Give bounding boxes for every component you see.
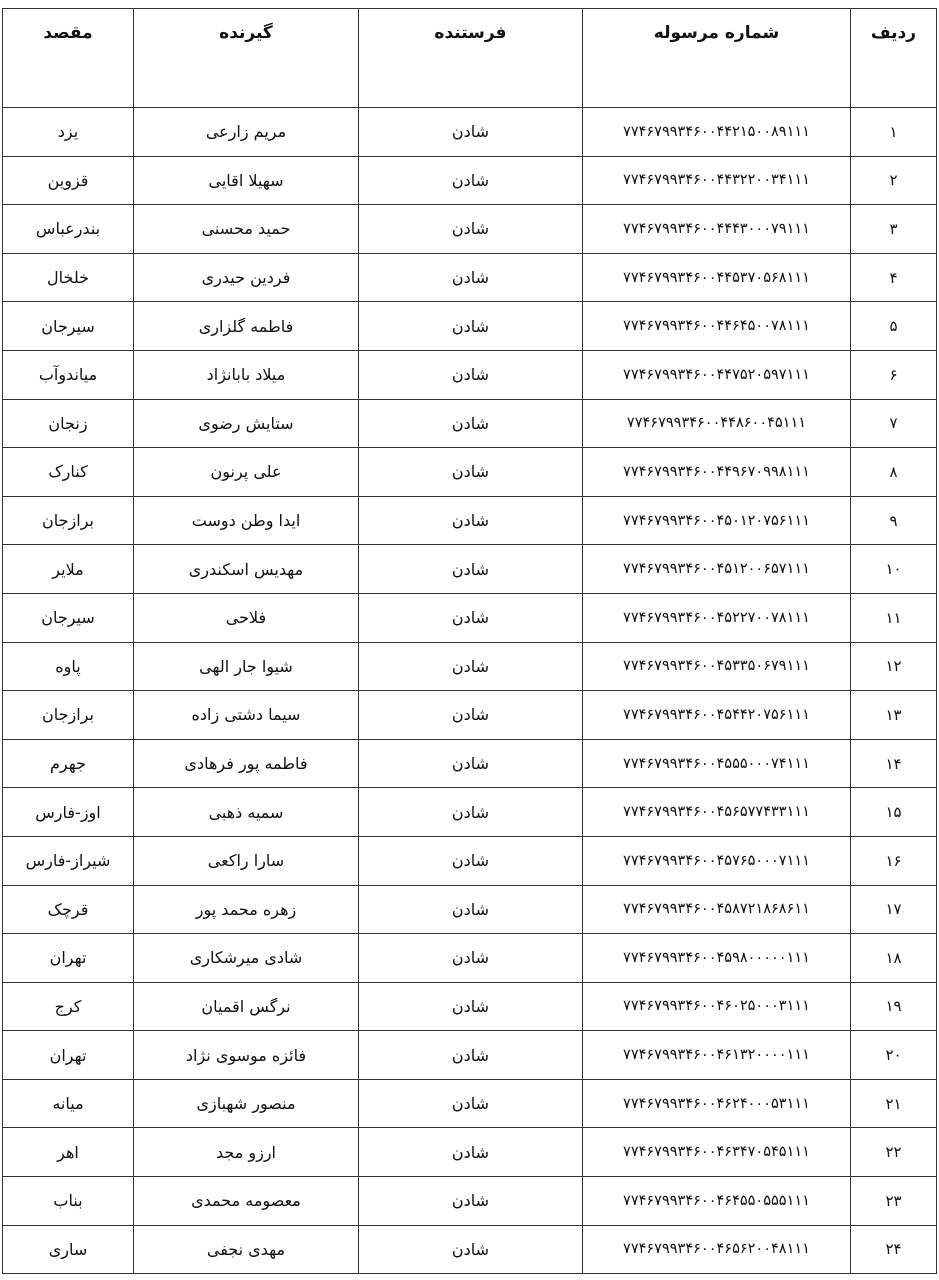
- row-number-cell: ۱۹: [851, 982, 937, 1031]
- destination-cell: میاندوآب: [3, 350, 134, 399]
- recipient-cell: شادی میرشکاری: [134, 934, 359, 983]
- destination-cell: اهر: [3, 1128, 134, 1177]
- row-number-cell: ۹: [851, 496, 937, 545]
- recipient-cell: علی پرنون: [134, 448, 359, 497]
- table-row: [3, 1177, 937, 1226]
- table-row: [3, 1079, 937, 1128]
- tracking-number-cell: ۷۷۴۶۷۹۹۳۴۶۰۰۴۵۱۲۰۰۶۵۷۱۱۱: [583, 545, 851, 594]
- recipient-cell: فائزه موسوی نژاد: [134, 1031, 359, 1080]
- tracking-number-cell: ۷۷۴۶۷۹۹۳۴۶۰۰۴۵۳۳۵۰۶۷۹۱۱۱: [583, 642, 851, 691]
- header-recipient: گیرنده: [134, 9, 359, 108]
- row-number-cell: ۱۳: [851, 691, 937, 740]
- destination-cell: قزوین: [3, 156, 134, 205]
- tracking-number-cell: ۷۷۴۶۷۹۹۳۴۶۰۰۴۵۶۵۷۷۴۳۳۱۱۱: [583, 788, 851, 837]
- tracking-number-cell: ۷۷۴۶۷۹۹۳۴۶۰۰۴۴۹۶۷۰۹۹۸۱۱۱: [583, 448, 851, 497]
- sender-cell: شادن: [359, 156, 583, 205]
- sender-cell: شادن: [359, 934, 583, 983]
- row-number-cell: ۱۰: [851, 545, 937, 594]
- table-row: [3, 302, 937, 351]
- destination-cell: تهران: [3, 1031, 134, 1080]
- destination-cell: یزد: [3, 108, 134, 157]
- tracking-number-cell: ۷۷۴۶۷۹۹۳۴۶۰۰۴۴۵۳۷۰۵۶۸۱۱۱: [583, 253, 851, 302]
- row-number-cell: ۲: [851, 156, 937, 205]
- destination-cell: جهرم: [3, 739, 134, 788]
- destination-cell: کرج: [3, 982, 134, 1031]
- tracking-number-cell: ۷۷۴۶۷۹۹۳۴۶۰۰۴۶۲۴۰۰۰۵۳۱۱۱: [583, 1079, 851, 1128]
- destination-cell: ملایر: [3, 545, 134, 594]
- table-row: [3, 691, 937, 740]
- destination-cell: برازجان: [3, 691, 134, 740]
- destination-cell: بناب: [3, 1177, 134, 1226]
- recipient-cell: سیما دشتی زاده: [134, 691, 359, 740]
- tracking-number-cell: ۷۷۴۶۷۹۹۳۴۶۰۰۴۵۲۲۷۰۰۷۸۱۱۱: [583, 593, 851, 642]
- tracking-number-cell: ۷۷۴۶۷۹۹۳۴۶۰۰۴۴۶۴۵۰۰۷۸۱۱۱: [583, 302, 851, 351]
- tracking-number-cell: ۷۷۴۶۷۹۹۳۴۶۰۰۴۶۰۲۵۰۰۰۳۱۱۱: [583, 982, 851, 1031]
- sender-cell: شادن: [359, 496, 583, 545]
- sender-cell: شادن: [359, 302, 583, 351]
- row-number-cell: ۱۲: [851, 642, 937, 691]
- destination-cell: زنجان: [3, 399, 134, 448]
- row-number-cell: ۸: [851, 448, 937, 497]
- shipment-table: [2, 8, 937, 1274]
- table-row: [3, 448, 937, 497]
- sender-cell: شادن: [359, 739, 583, 788]
- tracking-number-cell: ۷۷۴۶۷۹۹۳۴۶۰۰۴۵۵۵۰۰۰۷۴۱۱۱: [583, 739, 851, 788]
- table-row: [3, 836, 937, 885]
- destination-cell: تهران: [3, 934, 134, 983]
- row-number-cell: ۲۰: [851, 1031, 937, 1080]
- tracking-number-cell: ۷۷۴۶۷۹۹۳۴۶۰۰۴۴۳۲۲۰۰۳۴۱۱۱: [583, 156, 851, 205]
- sender-cell: شادن: [359, 253, 583, 302]
- table-row: [3, 399, 937, 448]
- tracking-number-cell: ۷۷۴۶۷۹۹۳۴۶۰۰۴۴۸۶۰۰۴۵۱۱۱: [583, 399, 851, 448]
- row-number-cell: ۷: [851, 399, 937, 448]
- sender-cell: شادن: [359, 448, 583, 497]
- header-destination: مقصد: [3, 9, 134, 108]
- sender-cell: شادن: [359, 836, 583, 885]
- tracking-number-cell: ۷۷۴۶۷۹۹۳۴۶۰۰۴۵۸۷۲۱۸۶۸۶۱۱: [583, 885, 851, 934]
- tracking-number-cell: ۷۷۴۶۷۹۹۳۴۶۰۰۴۶۴۵۵۰۵۵۵۱۱۱: [583, 1177, 851, 1226]
- recipient-cell: سهیلا اقایی: [134, 156, 359, 205]
- table-row: [3, 788, 937, 837]
- row-number-cell: ۱۸: [851, 934, 937, 983]
- recipient-cell: نرگس اقمیان: [134, 982, 359, 1031]
- sender-cell: شادن: [359, 691, 583, 740]
- row-number-cell: ۶: [851, 350, 937, 399]
- tracking-number-cell: ۷۷۴۶۷۹۹۳۴۶۰۰۴۵۰۱۲۰۷۵۶۱۱۱: [583, 496, 851, 545]
- tracking-number-cell: ۷۷۴۶۷۹۹۳۴۶۰۰۴۶۱۳۲۰۰۰۰۱۱۱: [583, 1031, 851, 1080]
- recipient-cell: منصور شهبازی: [134, 1079, 359, 1128]
- sender-cell: شادن: [359, 1031, 583, 1080]
- table-row: [3, 885, 937, 934]
- recipient-cell: ایدا وطن دوست: [134, 496, 359, 545]
- destination-cell: کنارک: [3, 448, 134, 497]
- table-row: [3, 1031, 937, 1080]
- sender-cell: شادن: [359, 108, 583, 157]
- tracking-number-cell: ۷۷۴۶۷۹۹۳۴۶۰۰۴۵۴۴۲۰۷۵۶۱۱۱: [583, 691, 851, 740]
- table-row: [3, 593, 937, 642]
- sender-cell: شادن: [359, 642, 583, 691]
- destination-cell: سیرجان: [3, 302, 134, 351]
- row-number-cell: ۴: [851, 253, 937, 302]
- recipient-cell: میلاد بابانژاد: [134, 350, 359, 399]
- row-number-cell: ۱۶: [851, 836, 937, 885]
- recipient-cell: مهدیس اسکندری: [134, 545, 359, 594]
- sender-cell: شادن: [359, 1177, 583, 1226]
- table-row: [3, 205, 937, 254]
- recipient-cell: مریم زارعی: [134, 108, 359, 157]
- recipient-cell: فاطمه گلزاری: [134, 302, 359, 351]
- tracking-number-cell: ۷۷۴۶۷۹۹۳۴۶۰۰۴۵۷۶۵۰۰۰۷۱۱۱: [583, 836, 851, 885]
- header-sender: فرستنده: [359, 9, 583, 108]
- sender-cell: شادن: [359, 399, 583, 448]
- destination-cell: برازجان: [3, 496, 134, 545]
- table-row: [3, 545, 937, 594]
- table-row: [3, 739, 937, 788]
- sender-cell: شادن: [359, 1079, 583, 1128]
- table-row: [3, 934, 937, 983]
- tracking-number-cell: ۷۷۴۶۷۹۹۳۴۶۰۰۴۴۴۳۰۰۰۷۹۱۱۱: [583, 205, 851, 254]
- destination-cell: بندرعباس: [3, 205, 134, 254]
- recipient-cell: زهره محمد پور: [134, 885, 359, 934]
- destination-cell: قرچک: [3, 885, 134, 934]
- tracking-number-cell: ۷۷۴۶۷۹۹۳۴۶۰۰۴۶۳۴۷۰۵۴۵۱۱۱: [583, 1128, 851, 1177]
- recipient-cell: سارا راکعی: [134, 836, 359, 885]
- recipient-cell: حمید محسنی: [134, 205, 359, 254]
- row-number-cell: ۲۴: [851, 1225, 937, 1274]
- table-row: [3, 642, 937, 691]
- table-row: [3, 108, 937, 157]
- row-number-cell: ۳: [851, 205, 937, 254]
- recipient-cell: ستایش رضوی: [134, 399, 359, 448]
- table-body: [3, 108, 937, 1274]
- recipient-cell: فردین حیدری: [134, 253, 359, 302]
- tracking-number-cell: ۷۷۴۶۷۹۹۳۴۶۰۰۴۴۲۱۵۰۰۸۹۱۱۱: [583, 108, 851, 157]
- tracking-number-cell: ۷۷۴۶۷۹۹۳۴۶۰۰۴۴۷۵۲۰۵۹۷۱۱۱: [583, 350, 851, 399]
- recipient-cell: فلاحی: [134, 593, 359, 642]
- recipient-cell: مهدی نجفی: [134, 1225, 359, 1274]
- row-number-cell: ۱۴: [851, 739, 937, 788]
- destination-cell: میانه: [3, 1079, 134, 1128]
- row-number-cell: ۱: [851, 108, 937, 157]
- table-row: [3, 350, 937, 399]
- table-row: [3, 982, 937, 1031]
- sender-cell: شادن: [359, 1225, 583, 1274]
- recipient-cell: شیوا جار الهی: [134, 642, 359, 691]
- table-row: [3, 1128, 937, 1177]
- destination-cell: سیرجان: [3, 593, 134, 642]
- sender-cell: شادن: [359, 205, 583, 254]
- recipient-cell: ارزو مجد: [134, 1128, 359, 1177]
- row-number-cell: ۲۱: [851, 1079, 937, 1128]
- destination-cell: ساری: [3, 1225, 134, 1274]
- header-row-number: ردیف: [851, 9, 937, 108]
- row-number-cell: ۱۷: [851, 885, 937, 934]
- row-number-cell: ۲۳: [851, 1177, 937, 1226]
- table-row: [3, 253, 937, 302]
- sender-cell: شادن: [359, 788, 583, 837]
- row-number-cell: ۵: [851, 302, 937, 351]
- table-row: [3, 496, 937, 545]
- tracking-number-cell: ۷۷۴۶۷۹۹۳۴۶۰۰۴۵۹۸۰۰۰۰۰۱۱۱: [583, 934, 851, 983]
- header-row: [3, 9, 937, 108]
- sender-cell: شادن: [359, 545, 583, 594]
- row-number-cell: ۱۱: [851, 593, 937, 642]
- destination-cell: پاوه: [3, 642, 134, 691]
- header-tracking-number: شماره مرسوله: [583, 9, 851, 108]
- sender-cell: شادن: [359, 885, 583, 934]
- sender-cell: شادن: [359, 593, 583, 642]
- table-row: [3, 156, 937, 205]
- row-number-cell: ۲۲: [851, 1128, 937, 1177]
- destination-cell: خلخال: [3, 253, 134, 302]
- recipient-cell: فاطمه پور فرهادی: [134, 739, 359, 788]
- destination-cell: شیراز-فارس: [3, 836, 134, 885]
- recipient-cell: معصومه محمدی: [134, 1177, 359, 1226]
- recipient-cell: سمیه ذهبی: [134, 788, 359, 837]
- table-row: [3, 1225, 937, 1274]
- sender-cell: شادن: [359, 1128, 583, 1177]
- row-number-cell: ۱۵: [851, 788, 937, 837]
- sender-cell: شادن: [359, 350, 583, 399]
- tracking-number-cell: ۷۷۴۶۷۹۹۳۴۶۰۰۴۶۵۶۲۰۰۴۸۱۱۱: [583, 1225, 851, 1274]
- sender-cell: شادن: [359, 982, 583, 1031]
- destination-cell: اوز-فارس: [3, 788, 134, 837]
